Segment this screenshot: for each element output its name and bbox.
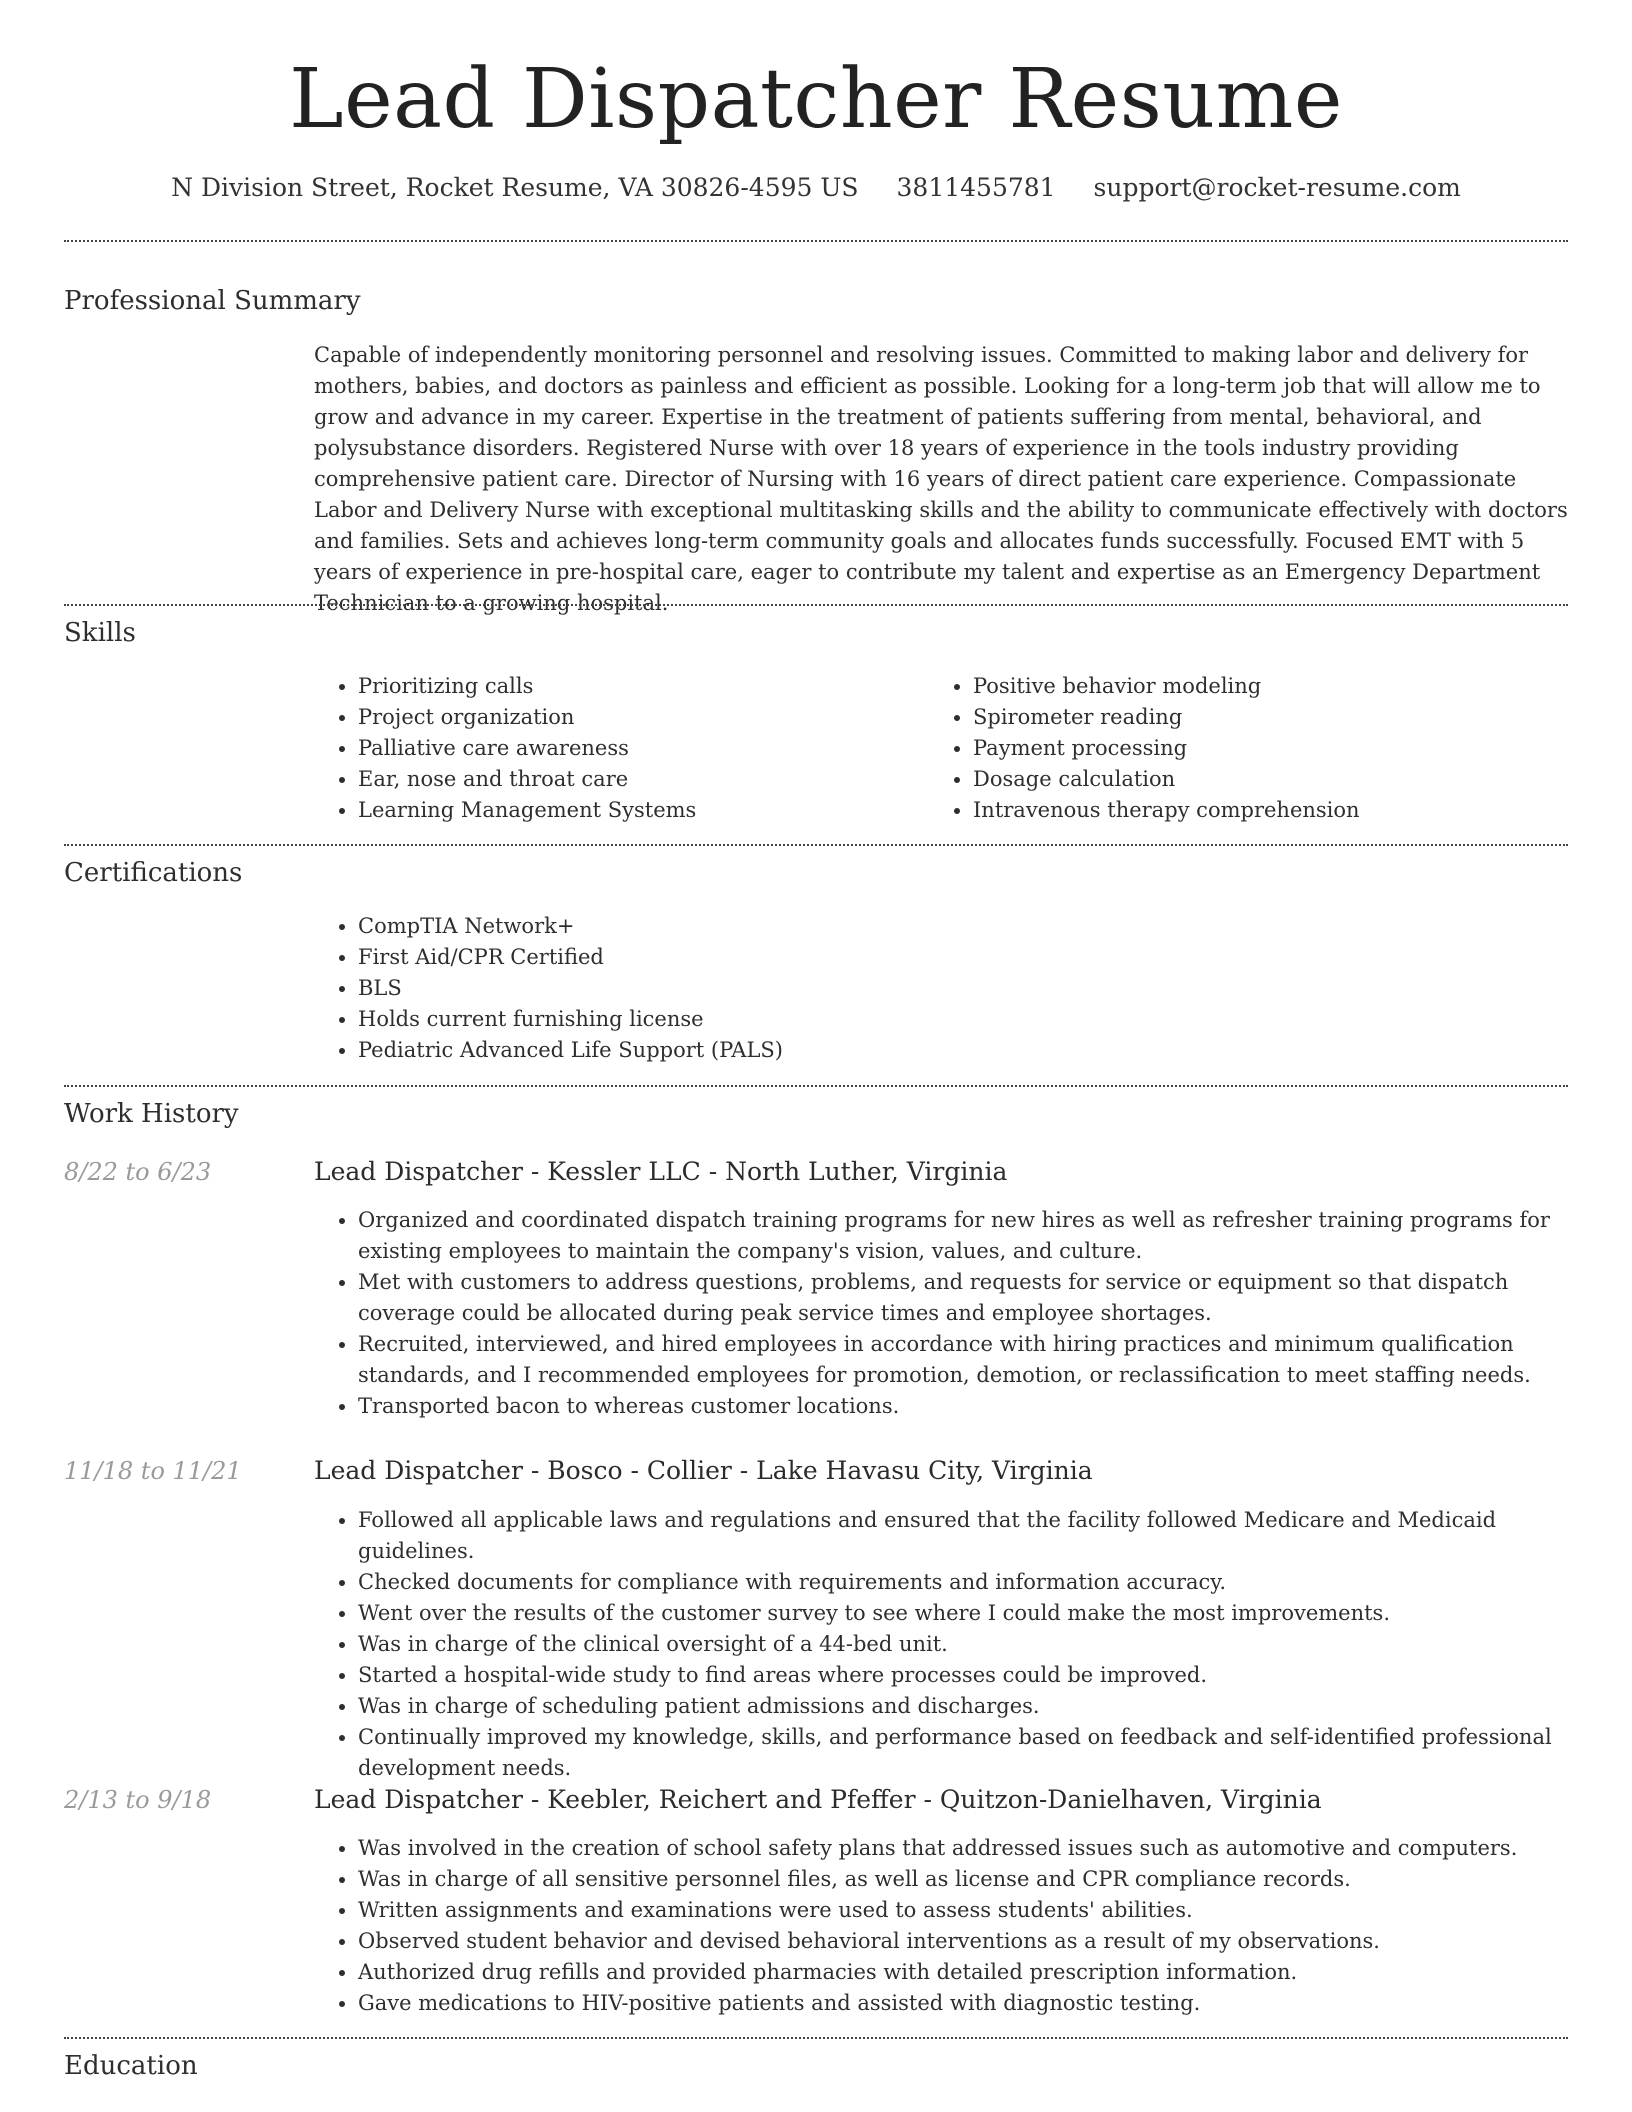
section-heading-certifications: Certifications xyxy=(64,858,243,888)
list-item: • Prioritizing calls xyxy=(358,671,928,702)
contact-email: support@rocket-resume.com xyxy=(1093,173,1461,202)
section-heading-summary: Professional Summary xyxy=(64,286,361,316)
list-item: • Was in charge of the clinical oversight of a 44-bed unit. xyxy=(358,1629,1568,1660)
job-title: Lead Dispatcher - Keebler, Reichert and Pfeffer - Quitzon-Danielhaven, Virginia xyxy=(314,1785,1322,1814)
job-title: Lead Dispatcher - Bosco - Collier - Lake Havasu City, Virginia xyxy=(314,1456,1093,1485)
list-item: • Organized and coordinated dispatch training programs for new hires as well as refresher training programs for existing employees to maintain the company's vision, values, and culture. xyxy=(358,1205,1568,1267)
list-item: • Dosage calculation xyxy=(973,764,1573,795)
list-item: • Pediatric Advanced Life Support (PALS) xyxy=(358,1035,1558,1066)
list-item: • Met with customers to address questions, problems, and requests for service or equipment so that dispatch coverage could be allocated during peak service times and employee shortages. xyxy=(358,1267,1568,1329)
section-heading-skills: Skills xyxy=(64,618,136,648)
list-item: • Positive behavior modeling xyxy=(973,671,1573,702)
contact-line xyxy=(0,171,1632,205)
summary-text: Capable of independently monitoring personnel and resolving issues. Committed to making labor and delivery for mothers, babies, and doctors as painless and efficient as possible. Looking for a long-term job that will allow me to grow and advance in my career. Expertise in the treatment of patients suffering from mental, behavioral, and polysubstance disorders. Registered Nurse with over 18 years of experience in the tools industry providing comprehensive patient care. Director of Nursing with 16 years of direct patient care experience. Compassionate Labor and Delivery Nurse with exceptional multitasking skills and the ability to communicate effectively with doctors and families. Sets and achieves long-term community goals and allocates funds successfully. Focused EMT with 5 years of experience in pre-hospital care, eager to contribute my talent and expertise as an Emergency Department Technician to a growing hospital. xyxy=(314,343,1568,615)
list-item: • Gave medications to HIV-positive patients and assisted with diagnostic testing. xyxy=(358,1988,1568,2019)
job-bullets xyxy=(314,1205,1568,1422)
job-bullets xyxy=(314,1505,1568,1784)
list-item: • Followed all applicable laws and regulations and ensured that the facility followed Medicare and Medicaid guidelines. xyxy=(358,1505,1568,1567)
section-heading-work-history: Work History xyxy=(64,1099,239,1129)
job-dates: 2/13 to 9/18 xyxy=(64,1786,212,1814)
divider xyxy=(64,240,1568,242)
list-item: • Continually improved my knowledge, skills, and performance based on feedback and self-identified professional development needs. xyxy=(358,1722,1568,1784)
job-dates: 8/22 to 6/23 xyxy=(64,1158,212,1186)
job-bullets xyxy=(314,1833,1568,2019)
divider xyxy=(64,2037,1568,2039)
list-item: • Intravenous therapy comprehension xyxy=(973,795,1573,826)
list-item: • Holds current furnishing license xyxy=(358,1004,1558,1035)
section-heading-education: Education xyxy=(64,2051,198,2081)
job-dates: 11/18 to 11/21 xyxy=(64,1457,242,1485)
list-item: • Was in charge of all sensitive personnel files, as well as license and CPR compliance records. xyxy=(358,1864,1568,1895)
list-item: • Written assignments and examinations were used to assess students' abilities. xyxy=(358,1895,1568,1926)
list-item: • Recruited, interviewed, and hired employees in accordance with hiring practices and minimum qualification standards, and I recommended employees for promotion, demotion, or reclassification to meet staffing needs. xyxy=(358,1329,1568,1391)
list-item: • Was involved in the creation of school safety plans that addressed issues such as automotive and computers. xyxy=(358,1833,1568,1864)
list-item: • Started a hospital-wide study to find areas where processes could be improved. xyxy=(358,1660,1568,1691)
list-item: • Transported bacon to whereas customer locations. xyxy=(358,1391,1568,1422)
job-title: Lead Dispatcher - Kessler LLC - North Luther, Virginia xyxy=(314,1157,1008,1186)
list-item: • Project organization xyxy=(358,702,928,733)
list-item: • First Aid/CPR Certified xyxy=(358,942,1558,973)
list-item: • Spirometer reading xyxy=(973,702,1573,733)
divider xyxy=(64,604,1568,606)
list-item: • CompTIA Network+ xyxy=(358,911,1558,942)
list-item: • Was in charge of scheduling patient admissions and discharges. xyxy=(358,1691,1568,1722)
contact-phone: 3811455781 xyxy=(896,173,1056,202)
list-item: • Checked documents for compliance with requirements and information accuracy. xyxy=(358,1567,1568,1598)
contact-address: N Division Street, Rocket Resume, VA 30826-4595 US xyxy=(171,173,859,202)
list-item: • Learning Management Systems xyxy=(358,795,928,826)
list-item: • Payment processing xyxy=(973,733,1573,764)
list-item: • Palliative care awareness xyxy=(358,733,928,764)
list-item: • Ear, nose and throat care xyxy=(358,764,928,795)
page-title: Lead Dispatcher Resume xyxy=(289,52,1343,147)
list-item: • BLS xyxy=(358,973,1558,1004)
skills-list-right xyxy=(929,671,1573,826)
list-item: • Observed student behavior and devised behavioral interventions as a result of my observations. xyxy=(358,1926,1568,1957)
list-item: • Authorized drug refills and provided pharmacies with detailed prescription information. xyxy=(358,1957,1568,1988)
skills-list-left xyxy=(314,671,928,826)
divider xyxy=(64,844,1568,846)
list-item: • Went over the results of the customer survey to see where I could make the most improvements. xyxy=(358,1598,1568,1629)
certifications-list xyxy=(314,911,1558,1066)
divider xyxy=(64,1085,1568,1087)
